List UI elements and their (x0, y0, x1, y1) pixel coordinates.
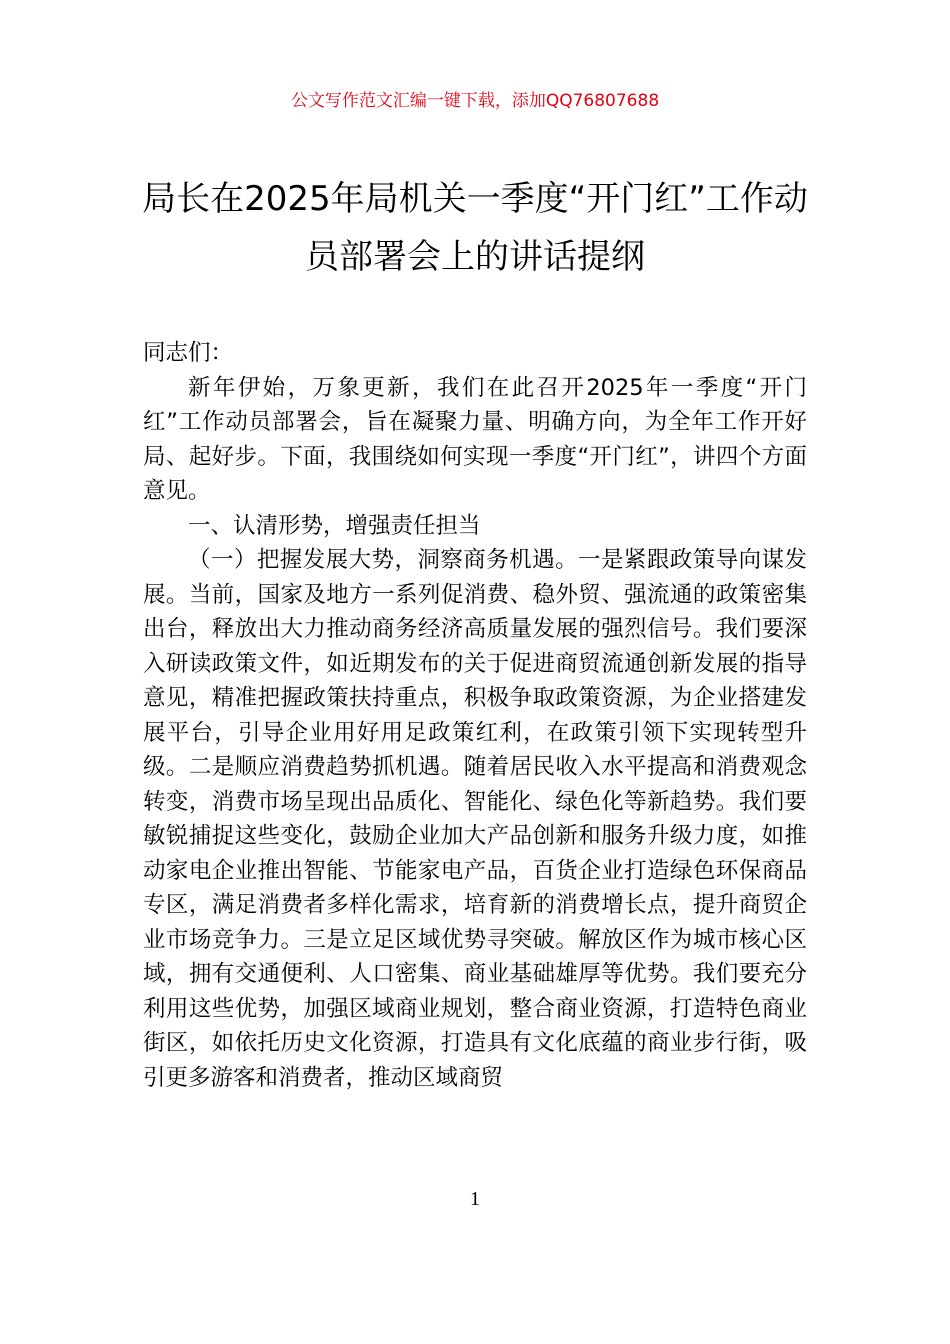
body-paragraph: （一）把握发展大势，洞察商务机遇。一是紧跟政策导向谋发展。当前，国家及地方一系列促消费、稳外贸、强流通的政策密集出台，释放出大力推动商务经济高质量发展的强烈信号。我们要深入研读政策文件，如近期发布的关于促进商贸流通创新发展的指导意见，精准把握政策扶持重点，积极争取政策资源，为企业搭建发展平台，引导企业用好用足政策红利，在政策引领下实现转型升级。二是顺应消费趋势抓机遇。随着居民收入水平提高和消费观念转变，消费市场呈现出品质化、智能化、绿色化等新趋势。我们要敏锐捕捉这些变化，鼓励企业加大产品创新和服务升级力度，如推动家电企业推出智能、节能家电产品，百货企业打造绿色环保商品专区，满足消费者多样化需求，培育新的消费增长点，提升商贸企业市场竞争力。三是立足区域优势寻突破。解放区作为城市核心区域，拥有交通便利、人口密集、商业基础雄厚等优势。我们要充分利用这些优势，加强区域商业规划，整合商业资源，打造特色商业街区，如依托历史文化资源，打造具有文化底蕴的商业步行街，吸引更多游客和消费者，推动区域商贸 (143, 547, 807, 1091)
salutation: 同志们： (143, 340, 234, 366)
section-heading: 一、认清形势，增强责任担当 (188, 512, 481, 539)
intro-paragraph: 新年伊始，万象更新，我们在此召开2025年一季度“开门红”工作动员部署会，旨在凝聚力量、明确方向，为全年工作开好局、起好步。下面，我围绕如何实现一季度“开门红”，讲四个方面意见。 (143, 374, 807, 504)
document-title: 局长在2025年局机关一季度“开门红”工作动员部署会上的讲话提纲 (142, 179, 808, 277)
document-body (143, 336, 807, 1095)
page-number: 1 (470, 1188, 480, 1210)
header-download-note: 公文写作范文汇编一键下载，添加QQ76807688 (290, 91, 660, 111)
